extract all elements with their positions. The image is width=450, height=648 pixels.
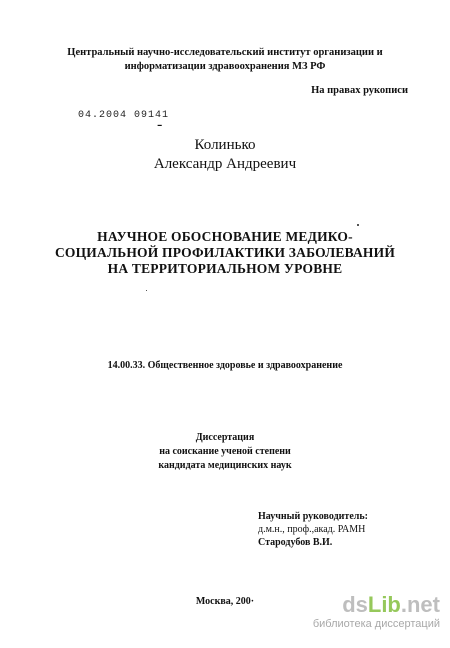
degree-line-1: Диссертация bbox=[195, 432, 255, 443]
scan-speck bbox=[146, 290, 147, 291]
dslib-watermark bbox=[312, 592, 440, 632]
supervisor-label: Научный руководитель: bbox=[258, 511, 368, 522]
institute-name bbox=[0, 46, 450, 74]
archive-number-stamp: 04.2004 09141 bbox=[78, 110, 170, 121]
scan-speck bbox=[357, 224, 359, 226]
archive-dash: - bbox=[157, 116, 163, 133]
dissertation-title bbox=[0, 229, 450, 277]
title-line-1: НАУЧНОЕ ОБОСНОВАНИЕ МЕДИКО- bbox=[97, 229, 353, 244]
author-surname: Колинько bbox=[194, 137, 256, 153]
degree-line-3: кандидата медицинских наук bbox=[158, 460, 292, 471]
title-line-3: НА ТЕРРИТОРИАЛЬНОМ УРОВНЕ bbox=[107, 261, 343, 276]
supervisor-block bbox=[258, 510, 368, 549]
watermark-logo: dsLib.net bbox=[342, 592, 440, 617]
supervisor-credentials: д.м.н., проф.,акад. РАМН bbox=[258, 524, 366, 535]
institute-line-2: информатизации здравоохранения МЗ РФ bbox=[124, 61, 326, 72]
watermark-subtitle: библиотека диссертаций bbox=[312, 618, 440, 630]
manuscript-rights-note: На правах рукописи bbox=[311, 85, 408, 96]
city-year: Москва, 200· bbox=[195, 596, 255, 607]
supervisor-name: Стародубов В.И. bbox=[258, 537, 333, 548]
degree-block bbox=[0, 431, 450, 473]
author-given-names: Александр Андреевич bbox=[153, 156, 297, 172]
specialty-code: 14.00.33. Общественное здоровье и здравоохранение bbox=[107, 360, 343, 371]
degree-line-2: на соискание ученой степени bbox=[159, 446, 291, 457]
institute-line-1: Центральный научно-исследовательский институт организации и bbox=[67, 47, 383, 58]
title-line-2: СОЦИАЛЬНОЙ ПРОФИЛАКТИКИ ЗАБОЛЕВАНИЙ bbox=[54, 245, 396, 260]
author-block bbox=[0, 136, 450, 174]
